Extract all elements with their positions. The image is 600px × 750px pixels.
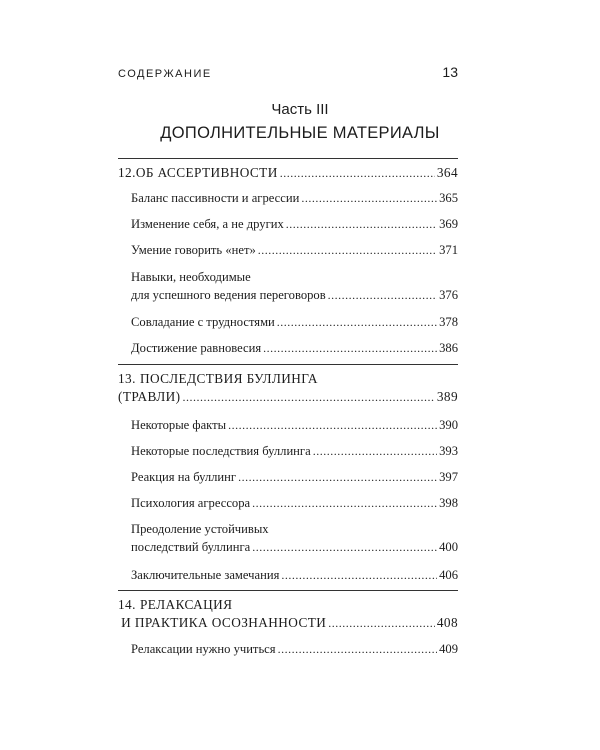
chapter-number: 14.	[118, 597, 136, 612]
dot-leader	[252, 538, 437, 556]
dot-leader	[258, 241, 437, 259]
section-entry[interactable]	[118, 189, 458, 207]
section-page: 376	[439, 288, 458, 302]
dot-leader	[281, 566, 437, 584]
section-entry[interactable]	[118, 268, 458, 304]
chapter-title: РЕЛАКСАЦИЯ	[140, 597, 233, 612]
section-title: Преодоление устойчивых	[131, 522, 269, 536]
section-entry[interactable]	[118, 339, 458, 357]
dot-leader	[328, 286, 437, 304]
chapter-number: 13.	[118, 371, 136, 386]
part-label: Часть III	[271, 101, 329, 118]
section-entry[interactable]	[118, 468, 458, 486]
section-entry[interactable]	[118, 520, 458, 556]
section-title: Совладание с трудностями	[131, 315, 275, 329]
dot-leader	[252, 494, 437, 512]
chapter-number: 12.	[118, 165, 136, 180]
dot-leader	[278, 640, 438, 658]
section-page: 397	[439, 470, 458, 484]
dot-leader	[286, 215, 437, 233]
section-entry[interactable]	[118, 313, 458, 331]
section-entry[interactable]	[118, 640, 458, 658]
dot-leader	[263, 339, 437, 357]
section-title-cont: для успешного ведения переговоров	[131, 288, 326, 302]
section-page: 398	[439, 496, 458, 510]
section-page: 378	[439, 315, 458, 329]
chapter-divider	[118, 158, 458, 159]
section-title: Навыки, необходимые	[131, 270, 251, 284]
chapter-page: 364	[436, 165, 458, 180]
section-entry[interactable]	[118, 215, 458, 233]
chapter-12-entry[interactable]	[118, 164, 458, 182]
section-title: Заключительные замечания	[131, 568, 280, 582]
section-entry[interactable]	[118, 416, 458, 434]
section-title: Реакция на буллинг	[131, 470, 237, 484]
chapter-title: ПОСЛЕДСТВИЯ БУЛЛИНГА	[140, 371, 318, 386]
chapter-divider	[118, 364, 458, 365]
chapter-title: ОБ АССЕРТИВНОСТИ	[135, 165, 278, 180]
dot-leader	[228, 416, 437, 434]
chapter-14-entry[interactable]	[118, 596, 458, 632]
section-title: Некоторые последствия буллинга	[131, 444, 311, 458]
chapter-page: 389	[436, 389, 458, 404]
section-title: Некоторые факты	[131, 418, 227, 432]
section-page: 406	[439, 568, 458, 582]
chapter-divider	[118, 590, 458, 591]
section-page: 409	[439, 642, 458, 656]
running-title: СОДЕРЖАНИЕ	[118, 68, 212, 80]
chapter-title-cont: И ПРАКТИКА ОСОЗНАННОСТИ	[121, 615, 327, 630]
section-entry[interactable]	[118, 241, 458, 259]
section-page: 386	[439, 341, 458, 355]
section-page: 400	[439, 540, 458, 554]
section-title: Баланс пассивности и агрессии	[131, 191, 300, 205]
section-page: 393	[439, 444, 458, 458]
dot-leader	[182, 388, 434, 406]
chapter-title-cont: (ТРАВЛИ)	[118, 389, 181, 404]
section-page: 371	[439, 243, 458, 257]
section-title: Достижение равновесия	[131, 341, 262, 355]
section-title-cont: последствий буллинга	[131, 540, 251, 554]
section-title: Психология агрессора	[131, 496, 251, 510]
section-title: Изменение себя, а не других	[131, 217, 284, 231]
section-entry[interactable]	[118, 494, 458, 512]
section-page: 369	[439, 217, 458, 231]
section-title: Умение говорить «нет»	[131, 243, 256, 257]
dot-leader	[238, 468, 437, 486]
page-number: 13	[442, 64, 458, 80]
dot-leader	[277, 313, 437, 331]
part-title: ДОПОЛНИТЕЛЬНЫЕ МАТЕРИАЛЫ	[160, 124, 440, 142]
running-header	[118, 64, 458, 80]
chapter-page: 408	[436, 615, 458, 630]
section-page: 390	[439, 418, 458, 432]
dot-leader	[328, 614, 435, 632]
section-entry[interactable]	[118, 566, 458, 584]
dot-leader	[280, 164, 435, 182]
chapter-13-entry[interactable]	[118, 370, 458, 406]
section-title: Релаксации нужно учиться	[131, 642, 276, 656]
dot-leader	[313, 442, 437, 460]
dot-leader	[301, 189, 437, 207]
section-entry[interactable]	[118, 442, 458, 460]
section-page: 365	[439, 191, 458, 205]
